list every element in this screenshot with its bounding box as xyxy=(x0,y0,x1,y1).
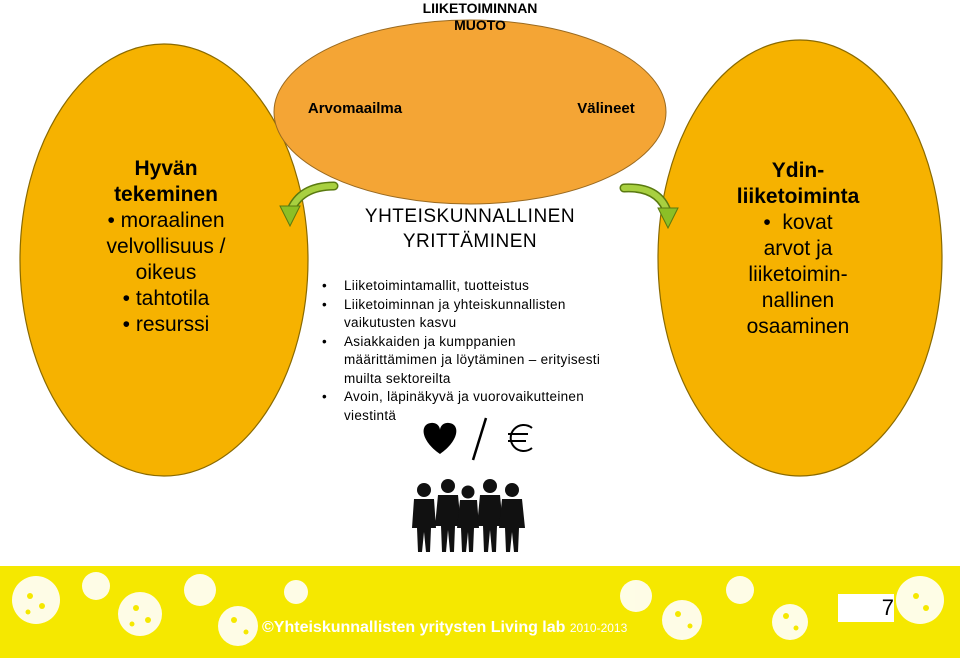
left-heading-line: Hyvän xyxy=(134,157,198,180)
bullet-line: määrittämimen ja löytäminen – erityisesti xyxy=(344,352,601,367)
left-list-item-cont: oikeus xyxy=(135,261,197,284)
bullet-item xyxy=(322,277,652,296)
copyright-symbol: © xyxy=(262,619,274,636)
bullet-line: • Avoin, läpinäkyvä ja vuorovaikutteinen xyxy=(344,389,585,404)
right-list-item: • kovat xyxy=(700,210,896,236)
people-silhouettes xyxy=(412,479,525,552)
bullet-item xyxy=(322,296,652,333)
right-list-item-cont: arvot ja xyxy=(763,237,833,260)
title-line-2: MUOTO xyxy=(454,17,506,33)
bullet-line: viestintä xyxy=(344,407,397,423)
bullet-item xyxy=(322,333,652,389)
title-line-1: LIIKETOIMINNAN xyxy=(422,0,538,16)
bullet-line: • Liiketoimintamallit, tuotteistus xyxy=(344,278,530,293)
left-oval-text xyxy=(68,156,264,338)
center-title-line-2: YRITTÄMINEN xyxy=(402,231,538,252)
bullet-line: • Liiketoiminnan ja yhteiskunnallisten xyxy=(344,296,566,312)
center-bullet-list xyxy=(322,277,652,425)
diagram-title xyxy=(400,0,560,34)
center-title xyxy=(320,204,620,254)
left-list-item: • tahtotila xyxy=(68,286,264,312)
person-figure xyxy=(499,483,525,552)
left-list-item: • moraalinen xyxy=(68,208,264,234)
values-label: Arvomaailma xyxy=(307,100,403,117)
left-list-item: • resurssi xyxy=(68,312,264,338)
euro-icon xyxy=(508,425,532,451)
page-number: 7 xyxy=(881,595,894,620)
tools-label: Välineet xyxy=(577,100,635,117)
bullet-item xyxy=(322,388,652,425)
right-heading-line: Ydin- xyxy=(771,159,825,182)
person-figure xyxy=(435,479,461,552)
footer-text xyxy=(262,618,722,638)
right-list-item-cont: nallinen xyxy=(761,289,835,312)
person-figure xyxy=(412,483,436,552)
right-list-item-cont: liiketoimin- xyxy=(748,263,848,286)
bullet-line: • Asiakkaiden ja kumppanien xyxy=(344,333,516,349)
bullet-line: muilta sektoreilta xyxy=(344,370,451,386)
left-list-item-cont: velvollisuus / xyxy=(106,235,226,258)
heart-icon xyxy=(424,423,457,454)
footer-project-name: Yhteiskunnallisten yritysten Living lab xyxy=(273,619,566,636)
right-list-item-cont: osaaminen xyxy=(746,315,850,338)
person-figure xyxy=(457,486,479,553)
right-heading-line: liiketoiminta xyxy=(736,185,860,208)
bullet-line: vaikutusten kasvu xyxy=(344,315,457,330)
center-title-line-1: YHTEISKUNNALLINEN xyxy=(364,206,576,227)
right-oval-text xyxy=(700,158,896,340)
footer-years: 2010-2013 xyxy=(569,621,628,635)
person-figure xyxy=(477,479,503,552)
left-heading-line: tekeminen xyxy=(114,183,218,206)
